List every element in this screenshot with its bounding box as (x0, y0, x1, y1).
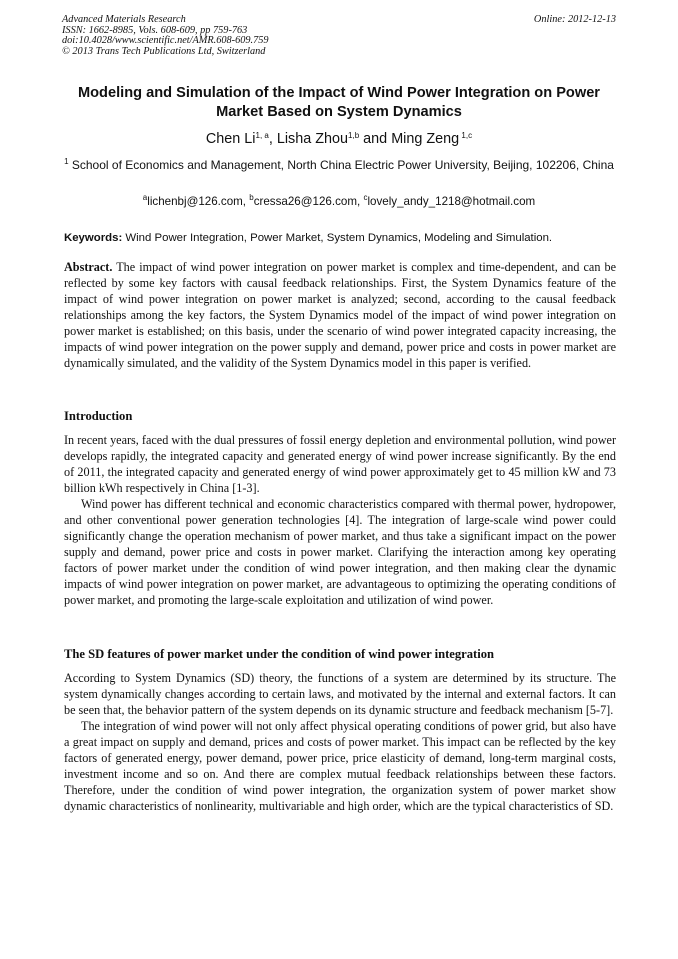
affiliation-text: School of Economics and Management, North China Electric Power University, Beijing, 102206, China (68, 158, 614, 172)
affiliation-mark: 1 (64, 157, 69, 166)
paper-title: Modeling and Simulation of the Impact of Wind Power Integration on Power Market Based on System Dynamics (77, 85, 600, 120)
author-emails (62, 194, 616, 210)
author-affiliation-mark: 1, a (255, 131, 269, 140)
paragraph: According to System Dynamics (SD) theory, the functions of a system are determined by its structure. The system dynamically changes according to certain laws, and motivated by the internal and external factors. It can be seen that, the behavior pattern of the system depends on its dynamic structure and feedback mechanism [5-7]. (64, 671, 616, 717)
paragraph: The integration of wind power will not only affect physical operating conditions of power grid, but also have a great impact on supply and demand, prices and costs of power market. This impact can be reflected by the key factors of generated energy, power demand, power price, price elasticity of demand, long-term marginal costs, investment income and so on. And there are complex mutual feedback relationships between these factors. Therefore, under the condition of wind power integration, the organization system of power market show dynamic characteristics of nonlinearity, multivariable and high order, which are the typical characteristics of SD. (64, 719, 616, 813)
introduction-body (64, 432, 616, 608)
issn-line: ISSN: 1662-8985, Vols. 608-609, pp 759-763 (62, 24, 248, 36)
keywords (64, 230, 616, 246)
journal-name: Advanced Materials Research (62, 14, 186, 25)
abstract-text: The impact of wind power integration on power market is complex and time-dependent, and can be reflected by some key factors with causal feedback relationships. First, the System Dynamics feature of the impact of wind power integration on power market is analyzed; second, according to the causal feedback relationships among the key factors, the System Dynamics model of the impact of wind power integration on power market is established; on this basis, under the scenario of wind power integrated capacity increasing, the impacts of wind power integration on the power supply and demand, power price and costs in power market are dynamically simulated, and the validity of the System Dynamics model in this paper is verified. (64, 260, 616, 370)
section-heading-sd-features: The SD features of power market under the condition of wind power integration (64, 647, 495, 661)
copyright-line: © 2013 Trans Tech Publications Ltd, Switzerland (62, 45, 266, 57)
author-name: Lisha Zhou (276, 131, 349, 147)
doi-line: doi:10.4028/www.scientific.net/AMR.608-609.759 (62, 35, 269, 47)
email-address: cressa26@126.com, (253, 195, 364, 208)
author-name: Chen Li (205, 131, 256, 147)
email-mark: c (363, 193, 368, 202)
author-name: Ming Zeng (391, 131, 460, 147)
author-separator: , (268, 131, 277, 147)
email-address: lovely_andy_1218@hotmail.com (367, 195, 536, 208)
email-mark: a (142, 193, 148, 202)
abstract (64, 259, 616, 371)
affiliation (62, 157, 616, 173)
email-mark: b (249, 193, 254, 202)
keywords-text: Wind Power Integration, Power Market, System Dynamics, Modeling and Simulation. (122, 232, 553, 244)
sd-section-body (64, 670, 616, 814)
author-affiliation-mark: 1,c (459, 131, 473, 140)
keywords-label: Keywords: (64, 232, 123, 244)
author-affiliation-mark: 1,b (348, 131, 360, 140)
author-separator: and (359, 131, 392, 147)
email-address: lichenbj@126.com, (147, 195, 250, 208)
online-date: Online: 2012-12-13 (533, 14, 616, 25)
abstract-label: Abstract. (64, 260, 113, 274)
paragraph: Wind power has different technical and economic characteristics compared with thermal power, hydropower, and other conventional power generation technologies [4]. The integration of large-scale wind power could significantly change the operation mechanism of power market, and thus take a significant impact on the power supply and demand, power price and costs in power market. Clarifying the interaction among key operating factors of power market under the condition of wind power integration, and then making clear the dynamic impacts of wind power integration on power market, are advantageous to optimizing the operating conditions of power market, and promoting the large-scale exploitation and utilization of wind power. (64, 497, 616, 607)
section-heading-introduction: Introduction (64, 409, 133, 423)
author-list (62, 130, 616, 148)
publication-header (62, 15, 616, 57)
paragraph: In recent years, faced with the dual pressures of fossil energy depletion and environmental pollution, wind power develops rapidly, the integrated capacity and generated energy of wind power increase significantly. By the end of 2011, the integrated capacity and generated energy of wind power approximately get to 45 million kW and 73 billion kWh respectively in China [1-3]. (64, 433, 616, 495)
